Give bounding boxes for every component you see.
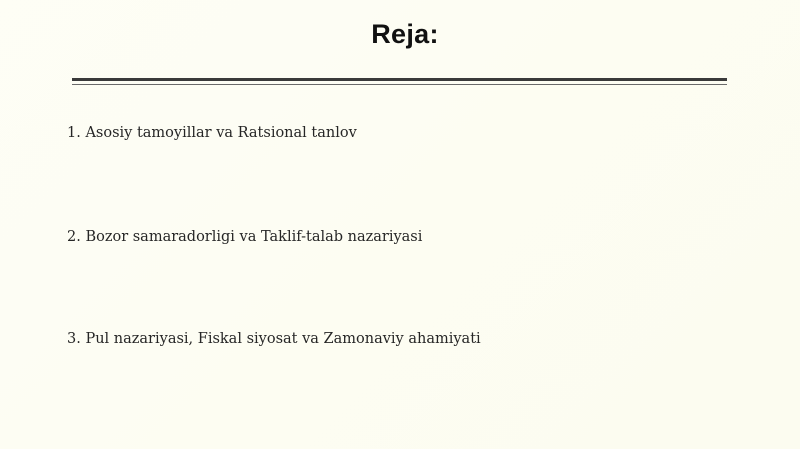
plan-item-2: 2. Bozor samaradorligi va Taklif-talab nazariyasi [67, 229, 423, 245]
plan-item-3: 3. Pul nazariyasi, Fiskal siyosat va Zamonaviy ahamiyati [67, 331, 481, 347]
title-divider-thin [72, 84, 727, 85]
plan-item-1: 1. Asosiy tamoyillar va Ratsional tanlov [67, 125, 357, 141]
slide-title: Reja: [371, 19, 439, 49]
title-divider-thick [72, 78, 727, 81]
